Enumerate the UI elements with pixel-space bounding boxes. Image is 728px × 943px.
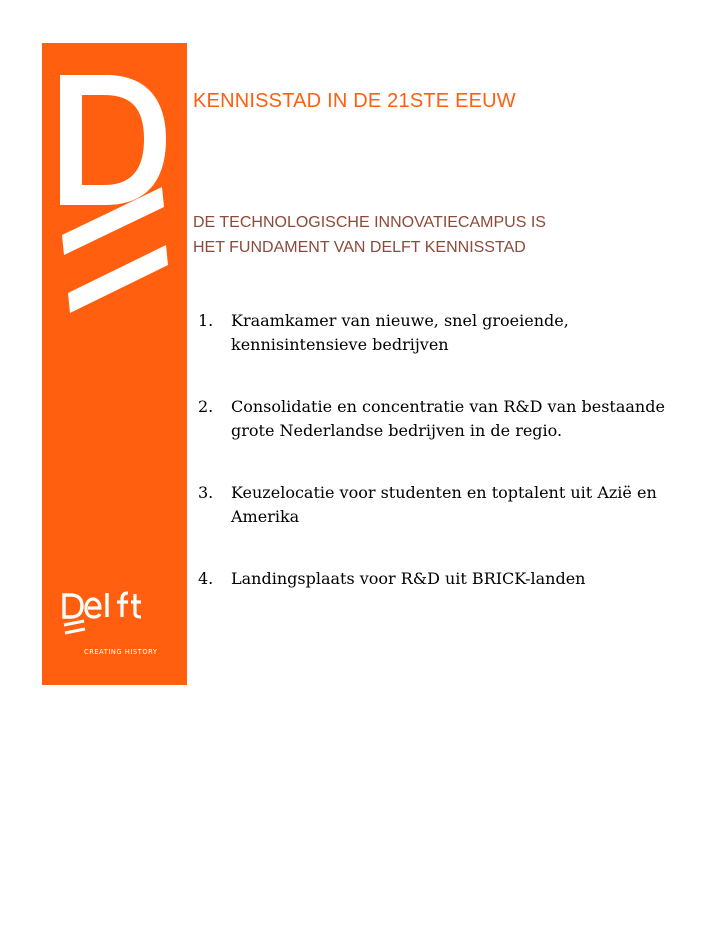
list-item-line: Keuzelocatie voor studenten en toptalent uit Azië en [231, 483, 657, 502]
list-item-text [231, 395, 665, 443]
list-item-3 [198, 481, 728, 529]
delft-tagline: CREATING HISTORY [84, 648, 158, 656]
slide-title: KENNISSTAD IN DE 21STE EEUW [193, 90, 516, 112]
list-item-line: Amerika [231, 507, 300, 526]
list-item-text [231, 309, 569, 357]
list-item-2 [198, 395, 728, 443]
list-item-text [231, 481, 657, 529]
orange-side-bar [42, 43, 187, 685]
list-item-1 [198, 309, 728, 357]
list-item-line: Landingsplaats voor R&D uit BRICK-landen [231, 569, 586, 588]
list-item-number: 1. [198, 311, 214, 330]
list-item-number: 4. [198, 569, 214, 588]
list-item-number: 2. [198, 397, 214, 416]
list-item-4 [198, 567, 728, 591]
delft-wordmark-logo-icon [62, 591, 154, 637]
list-item-number: 3. [198, 483, 214, 502]
list-item-line: grote Nederlandse bedrijven in de regio. [231, 421, 563, 440]
subtitle-line-2: HET FUNDAMENT VAN DELFT KENNISSTAD [193, 239, 526, 256]
slide-subtitle [193, 210, 546, 260]
subtitle-line-1: DE TECHNOLOGISCHE INNOVATIECAMPUS IS [193, 214, 546, 231]
delft-logo [62, 591, 180, 663]
list-item-line: Consolidatie en concentratie van R&D van bestaande [231, 397, 665, 416]
list-item-text [231, 567, 585, 591]
list-item-line: Kraamkamer van nieuwe, snel groeiende, [231, 311, 569, 330]
list-item-line: kennisintensieve bedrijven [231, 335, 449, 354]
d-slash-slash-logo-icon [60, 75, 172, 331]
numbered-list [198, 309, 728, 629]
